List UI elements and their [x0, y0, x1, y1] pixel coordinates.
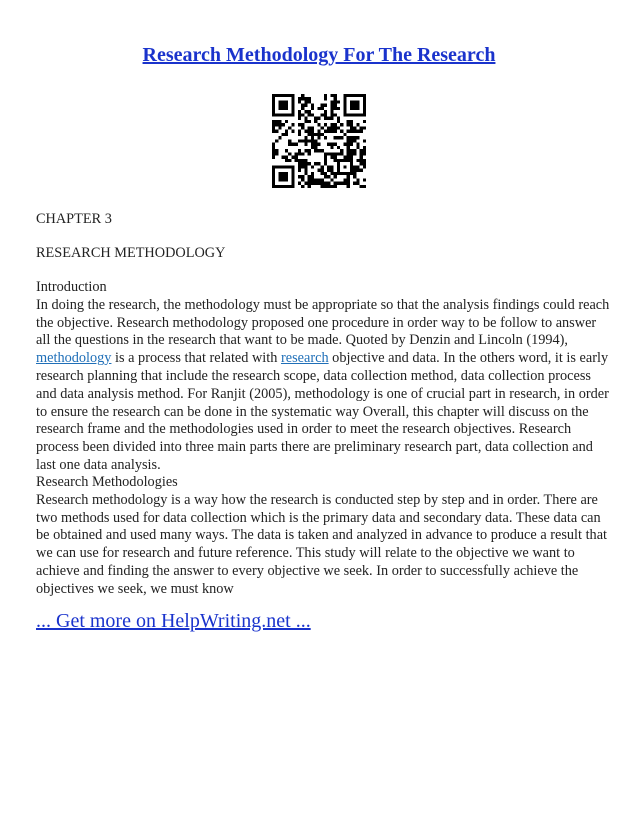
chapter-label: CHAPTER 3: [36, 211, 112, 227]
paragraph-line: research frame and the methodologies used in order to meet the research objectives. Research: [36, 421, 572, 438]
paragraph-line: to ensure the research can be done in the systematic way Overall, this chapter will discuss on the: [36, 403, 589, 420]
paragraph-line: be obtained and used many ways. The data is taken and analyzed in advance to produce a result that: [36, 527, 608, 544]
chapter-number: [36, 211, 606, 229]
paragraph-line: two methods used for data collection which is the primary data and secondary data. These data can: [36, 509, 601, 526]
methodologies-section: [36, 474, 606, 599]
paragraph-line: achieve and finding the answer to every objective we seek. In order to successfully achieve the: [36, 562, 579, 579]
qr-code-icon: [272, 94, 366, 188]
document-title-link[interactable]: Research Methodology For The Research: [142, 44, 496, 66]
section-label: Research Methodologies: [36, 474, 178, 490]
paragraph-line: and data analysis method. For Ranjit (2005), methodology is one of crucial part in research, in order: [36, 385, 609, 402]
paragraph-fragment: objective and data. In the others word, it is early: [328, 350, 609, 367]
chapter-heading-text: RESEARCH METHODOLOGY: [36, 245, 226, 261]
chapter-heading: [36, 245, 606, 263]
paragraph-line: all the questions in the research that want to be made. Quoted by Denzin and Lincoln (1994),: [36, 332, 569, 349]
paragraph-line: In doing the research, the methodology must be appropriate so that the analysis findings could reach: [36, 296, 610, 313]
paragraph-line: process been divided into three main parts there are preliminary research part, data collection and: [36, 439, 593, 456]
paragraph-line: objectives we seek, we must know: [36, 580, 234, 597]
paragraph-line: the objective. Research methodology proposed one procedure in order way to be follow to answer: [36, 314, 597, 331]
paragraph-line: Research methodology is a way how the research is conducted step by step and in order. There are: [36, 491, 598, 508]
get-more-link[interactable]: ... Get more on HelpWriting.net ...: [36, 610, 311, 632]
research-link[interactable]: research: [280, 350, 329, 367]
paragraph-line: last one data analysis.: [36, 456, 161, 473]
section-label: Introduction: [36, 279, 107, 295]
introduction-section: [36, 279, 610, 475]
paragraph-line: we can use for research and future reference. This study will relate to the objective we want to: [36, 545, 575, 562]
paragraph-line: research planning that include the research scope, data collection method, data collection process: [36, 367, 591, 384]
methodology-link[interactable]: methodology: [36, 350, 112, 367]
paragraph-fragment: is a process that related with: [111, 350, 281, 367]
paragraph-line: [36, 350, 609, 368]
